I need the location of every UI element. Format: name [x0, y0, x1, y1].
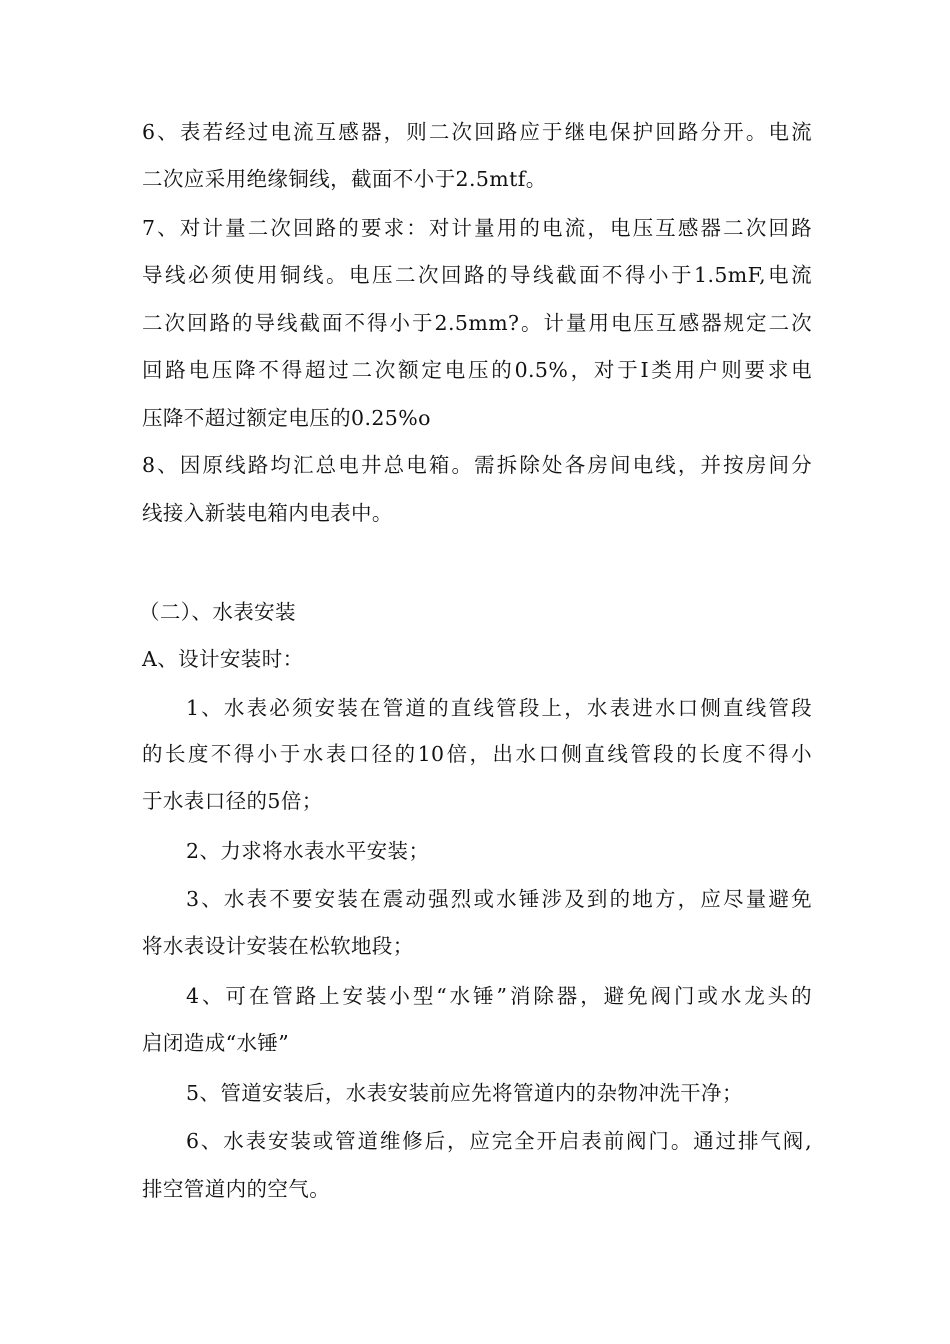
electric-item-6-line-1: 6、表若经过电流互感器，则二次回路应于继电保护回路分开。电流 — [142, 120, 812, 144]
water-item-2-line-1: 2、力求将水表水平安装； — [186, 839, 430, 863]
water-item-4-line-1: 4、可在管路上安装小型“水锤”消除器，避免阀门或水龙头的 — [186, 984, 812, 1008]
water-item-1-line-3: 于水表口径的5倍； — [142, 789, 323, 813]
electric-item-7-line-2: 导线必须使用铜线。电压二次回路的导线截面不得小于1.5mF,电流 — [142, 263, 812, 287]
section-heading: （二）、水表安装 — [139, 600, 296, 624]
electric-item-7-line-4: 回路电压降不得超过二次额定电压的0.5%，对于I类用户则要求电 — [142, 358, 812, 382]
water-item-3-line-1: 3、水表不要安装在震动强烈或水锤涉及到的地方，应尽量避免 — [186, 887, 812, 911]
electric-item-8-line-2: 线接入新装电箱内电表中。 — [142, 501, 393, 525]
water-item-6-line-1: 6、水表安装或管道维修后，应完全开启表前阀门。通过排气阀, — [186, 1129, 812, 1153]
electric-item-6-line-2: 二次应采用绝缘铜线，截面不小于2.5mtf。 — [142, 167, 547, 191]
electric-item-7-line-5: 压降不超过额定电压的0.25%o — [142, 406, 431, 430]
water-item-4-line-2: 启闭造成“水锤” — [142, 1031, 290, 1055]
sub-heading: A、设计安装时： — [142, 647, 304, 671]
water-item-1-line-1: 1、水表必须安装在管道的直线管段上，水表进水口侧直线管段 — [186, 696, 812, 720]
water-item-6-line-2: 排空管道内的空气。 — [142, 1177, 331, 1201]
electric-item-7-line-3: 二次回路的导线截面不得小于2.5mm?。计量用电压互感器规定二次 — [142, 311, 812, 335]
water-item-5-line-1: 5、管道安装后，水表安装前应先将管道内的杂物冲洗干净； — [186, 1081, 743, 1105]
electric-item-8-line-1: 8、因原线路均汇总电井总电箱。需拆除处各房间电线，并按房间分 — [142, 453, 812, 477]
water-item-3-line-2: 将水表设计安装在松软地段； — [142, 934, 414, 958]
water-item-1-line-2: 的长度不得小于水表口径的10倍，出水口侧直线管段的长度不得小 — [142, 742, 812, 766]
electric-item-7-line-1: 7、对计量二次回路的要求：对计量用的电流，电压互感器二次回路 — [142, 216, 812, 240]
